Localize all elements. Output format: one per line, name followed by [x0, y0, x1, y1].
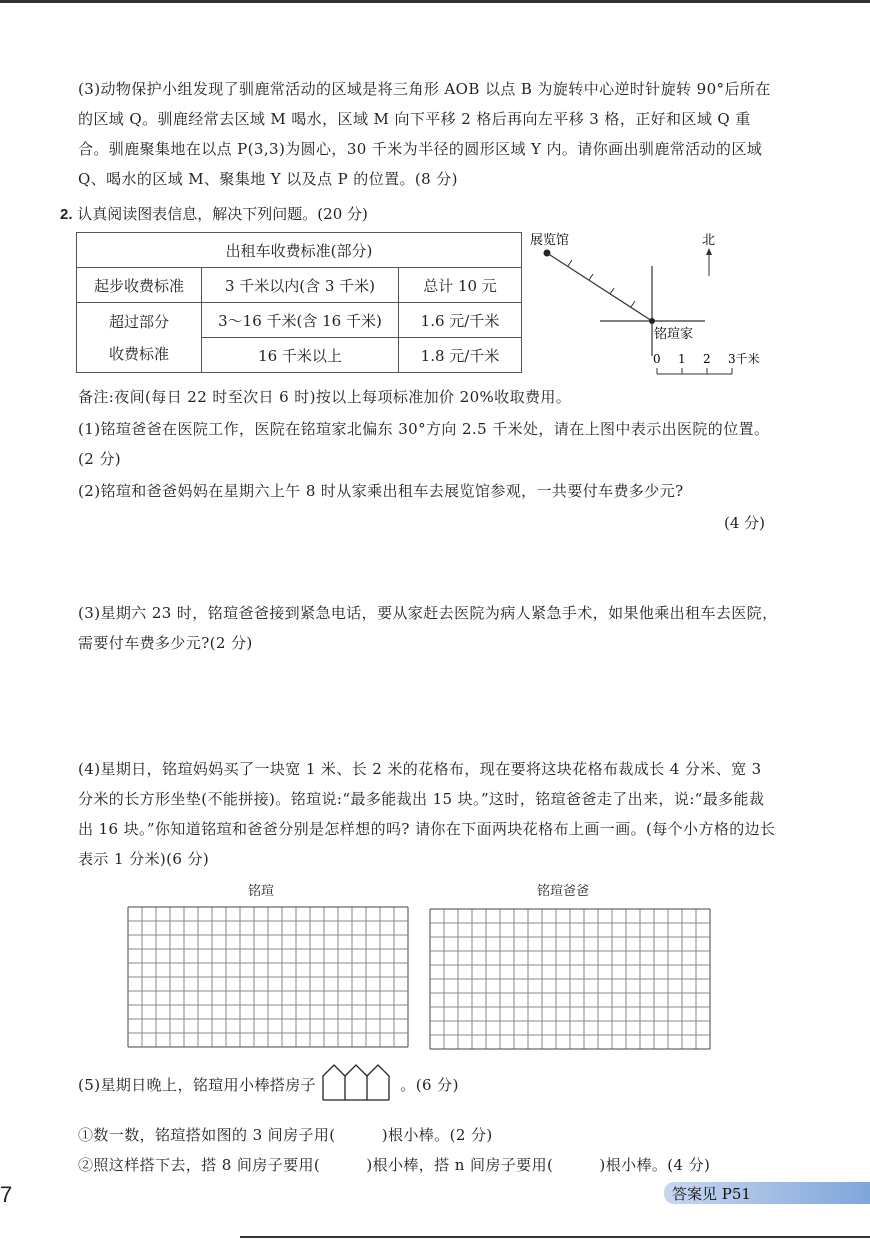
part-1-text: (1)铭瑄爸爸在医院工作，医院在铭瑄家北偏东 30°方向 2.5 千米处，请在上图中表示出医院的位置。(2 分)	[78, 420, 770, 468]
part-5-score: 。(6 分)	[400, 1076, 459, 1094]
table-cell-line: 收费标准	[108, 344, 169, 363]
museum-label: 展览馆	[530, 233, 570, 248]
table-cell: 3 千米以内(含 3 千米)	[202, 268, 399, 303]
table-cell: 起步收费标准	[77, 268, 202, 303]
question-3-text: (3)动物保护小组发现了驯鹿常活动的区域是将三角形 AOB 以点 B 为旋转中心逆时针旋转 90°后所在的区域 Q。驯鹿经常去区域 M 喝水，区域 M 向下平移 2 格后再向左平移 3 格，正好和区域 Q 重合。驯鹿聚集地在以点 P(3,3)为圆心，30 千米为半径的圆形区域 Y 内。请你画出驯鹿常活动的区域 Q、喝水的区域 M、聚集地 Y 以及点 P 的位置。(8 分)	[78, 80, 771, 188]
north-arrowhead-icon	[706, 248, 712, 255]
part-2-score: (4 分)	[723, 514, 765, 532]
scale-tick-0: 0	[653, 352, 661, 366]
location-map	[520, 226, 780, 382]
part-3-text: (3)星期六 23 时，铭瑄爸爸接到紧急电话，要从家赶去医院为病人紧急手术，如果他乘出租车去医院，需要付车费多少元?(2 分)	[78, 604, 778, 652]
north-label: 北	[702, 233, 716, 248]
scale-tick-3: 3千米	[728, 352, 760, 366]
grid-right-label: 铭瑄爸爸	[537, 884, 590, 899]
houses-stick-figure	[321, 1062, 395, 1102]
table-header: 出租车收费标准(部分)	[77, 233, 522, 268]
question-2-text: 认真阅读图表信息，解决下列问题。(20 分)	[77, 205, 368, 223]
scale-bar	[657, 368, 732, 374]
part-4-text: (4)星期日，铭瑄妈妈买了一块宽 1 米、长 2 米的花格布，现在要将这块花格布裁成长 4 分米、宽 3 分米的长方形坐垫(不能拼接)。铭瑄说:“最多能裁出 15 块。”这时，铭瑄爸爸走了出来，说:“最多能裁出 16 块。”你知道铭瑄和爸爸分别是怎样想的吗? 请你在下面两块花格布上画一画。(每个小方格的边长表示 1 分米)(6 分)	[78, 760, 776, 868]
part-5-text: (5)星期日晚上，铭瑄用小棒搭房子	[78, 1076, 317, 1094]
scale-tick-2: 2	[703, 352, 711, 366]
table-cell: 1.8 元/千米	[399, 338, 522, 373]
grid-right	[429, 908, 711, 1054]
route-ticks	[568, 260, 635, 307]
grid-left	[127, 906, 409, 1052]
home-point	[649, 318, 655, 324]
home-label: 铭瑄家	[654, 327, 694, 342]
page-number: 7	[0, 1182, 13, 1207]
part-5-line	[78, 1070, 838, 1102]
table-cell: 1.6 元/千米	[399, 303, 522, 338]
table-cell: 总计 10 元	[399, 268, 522, 303]
part-5-question-1: ①数一数，铭瑄搭如图的 3 间房子用( )根小棒。(2 分)	[78, 1126, 493, 1144]
table-cell: 3～16 千米(含 16 千米)	[202, 303, 399, 338]
question-2-title	[60, 202, 368, 227]
part-5-question-2: ②照这样搭下去，搭 8 间房子要用( )根小棒，搭 n 间房子要用( )根小棒。(4 分)	[78, 1156, 711, 1174]
taxi-fee-table	[76, 232, 522, 373]
route-line	[547, 253, 652, 321]
top-rule	[0, 0, 870, 3]
question-2-number: 2.	[60, 206, 73, 223]
bottom-rule	[240, 1236, 870, 1238]
scale-tick-1: 1	[678, 352, 686, 366]
part-2-text: (2)铭瑄和爸爸妈妈在星期六上午 8 时从家乘出租车去展览馆参观，一共要付车费多少元?	[78, 482, 684, 500]
fee-note: 备注:夜间(每日 22 时至次日 6 时)按以上每项标准加价 20%收取费用。	[78, 388, 572, 406]
answer-reference-text: 答案见 P51	[672, 1185, 751, 1203]
answer-reference-tab	[664, 1182, 870, 1204]
table-cell-extra-label	[77, 303, 202, 373]
table-cell-line: 超过部分	[108, 312, 169, 331]
table-cell: 16 千米以上	[202, 338, 399, 373]
grid-left-label: 铭瑄	[248, 884, 275, 899]
